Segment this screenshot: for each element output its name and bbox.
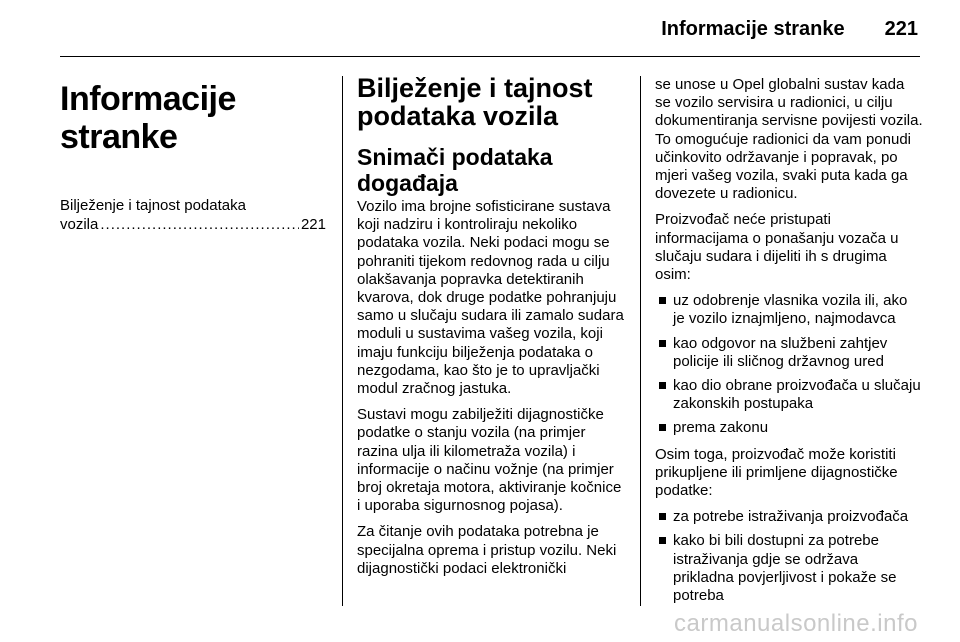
toc-entry-line2: vozila <box>60 216 99 233</box>
list-item: kao dio obrane proizvođača u slučaju zakonskih postupaka <box>655 377 923 413</box>
running-header <box>661 18 918 41</box>
paragraph: Proizvođač neće pristupati informacijama o ponašanju vozača u slučaju sudara i dijeliti ih s drugima osim: <box>655 211 899 284</box>
toc-entry-line1: Bilježenje i tajnost podataka <box>60 197 246 214</box>
paragraph: Sustavi mogu zabilježiti dijagnostičke podatke o stanju vozila (na primjer razina ulja ili kilometraža vozila) i informacije o načinu vožnje (na primjer broj okretaja motora, aktiviranje kočnice i uporaba sigurnosnog pojasa). <box>357 406 622 515</box>
subsection-title: Snimači podataka događaja <box>357 144 553 196</box>
list-item: prema zakonu <box>655 419 923 437</box>
paragraph: Vozilo ima brojne sofisticirane sustava koji nadziru i kontroliraju nekoliko podataka vozila. Neki podaci mogu se pohraniti tijekom redovnog rada u cilju olakšavanja popravka detektiranih kvarova, dok druge podatke pohranjuju samo u slučaju sudara ili zamalo sudara moduli u sustavima vašeg vozila, koji imaju funkciju bilježenja podataka o nezgodama, kao što je to upravljački modul zračnog jastuka. <box>357 198 624 398</box>
list-item: uz odobrenje vlasnika vozila ili, ako je vozilo iznajmljeno, najmodavca <box>655 292 923 328</box>
column-divider <box>640 76 641 606</box>
toc-entry[interactable] <box>60 196 326 234</box>
paragraph: Za čitanje ovih podataka potrebna je specijalna oprema i pristup vozilu. Neki dijagnostički podaci elektronički <box>357 523 617 577</box>
paragraph: Osim toga, proizvođač može koristiti prikupljene ili primljene dijagnostičke podatke: <box>655 445 898 500</box>
column-1 <box>60 74 326 234</box>
page-number: 221 <box>884 18 918 40</box>
column-divider <box>342 76 343 606</box>
section-title: Bilježenje i tajnost podataka vozila <box>357 73 593 131</box>
running-header-title: Informacije stranke <box>661 18 845 40</box>
list-item: kako bi bili dostupni za potrebe istraživanja gdje se održava prikladna povjerljivost i pokaže se potreba <box>655 532 923 605</box>
list-item: kao odgovor na službeni zahtjev policije ili sličnog državnog ured <box>655 335 923 371</box>
watermark: carmanualsonline.info <box>674 610 918 637</box>
table-of-contents <box>60 196 326 234</box>
toc-entry-page: 221 <box>300 216 326 233</box>
list-item: za potrebe istraživanja proizvođača <box>655 508 923 526</box>
bullet-list <box>655 508 923 605</box>
toc-leader-dots <box>100 215 299 234</box>
bullet-list <box>655 292 923 437</box>
chapter-title: Informacije stranke <box>60 80 236 156</box>
column-2 <box>357 74 625 586</box>
header-rule <box>60 56 920 57</box>
paragraph: se unose u Opel globalni sustav kada se vozilo servisira u radionici, u cilju dokumentiranja servisne povijesti vozila. To omogućuje radionici da vam ponudi učinkovito održavanje i popravak, po mjeri vašeg vozila, svaki puta kada ga dovezete u radionicu. <box>655 76 923 203</box>
column-3 <box>655 74 923 613</box>
